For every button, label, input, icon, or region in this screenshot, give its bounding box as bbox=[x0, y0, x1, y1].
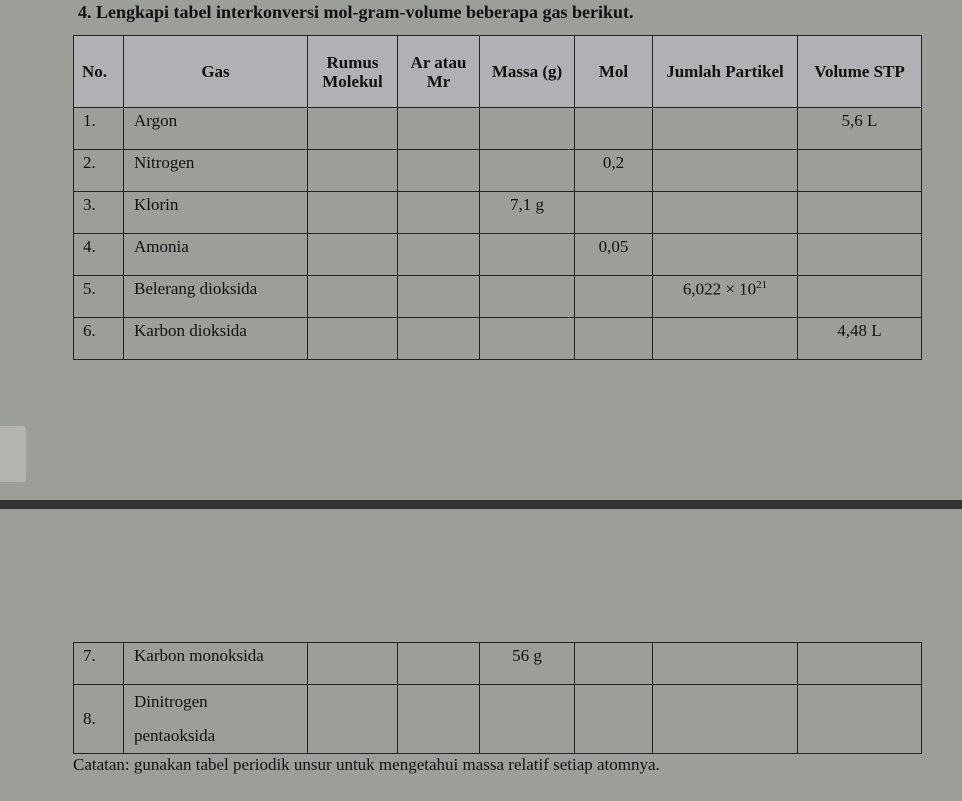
cell-mol[interactable] bbox=[575, 108, 653, 150]
cell-armr[interactable] bbox=[398, 685, 480, 754]
cell-partikel[interactable] bbox=[653, 685, 798, 754]
header-armr: Ar atau Mr bbox=[398, 36, 480, 108]
cell-rumus[interactable] bbox=[308, 108, 398, 150]
table-row bbox=[74, 276, 922, 318]
table-row bbox=[74, 643, 922, 685]
header-row bbox=[74, 36, 922, 108]
cell-volume[interactable] bbox=[798, 685, 922, 754]
cell-rumus[interactable] bbox=[308, 276, 398, 318]
cell-volume[interactable] bbox=[798, 150, 922, 192]
conversion-table-top bbox=[73, 35, 922, 360]
cell-massa: 7,1 g bbox=[480, 192, 575, 234]
cell-massa[interactable] bbox=[480, 318, 575, 360]
cell-partikel[interactable] bbox=[653, 192, 798, 234]
row-no: 4. bbox=[74, 234, 124, 276]
cell-armr[interactable] bbox=[398, 643, 480, 685]
conversion-table-bottom bbox=[73, 642, 922, 754]
row-gas: Amonia bbox=[124, 234, 308, 276]
cell-massa: 56 g bbox=[480, 643, 575, 685]
row-gas: Nitrogen bbox=[124, 150, 308, 192]
header-gas: Gas bbox=[124, 36, 308, 108]
cell-armr[interactable] bbox=[398, 150, 480, 192]
row-gas: Argon bbox=[124, 108, 308, 150]
cell-mol[interactable] bbox=[575, 192, 653, 234]
table-row bbox=[74, 108, 922, 150]
row-no: 3. bbox=[74, 192, 124, 234]
cell-armr[interactable] bbox=[398, 192, 480, 234]
header-rumus: Rumus Molekul bbox=[308, 36, 398, 108]
cell-partikel[interactable] bbox=[653, 150, 798, 192]
side-tab-handle[interactable] bbox=[0, 426, 26, 482]
cell-armr[interactable] bbox=[398, 234, 480, 276]
row-gas: Karbon dioksida bbox=[124, 318, 308, 360]
row-gas: Karbon monoksida bbox=[124, 643, 308, 685]
gas-line-1: Dinitrogen bbox=[134, 692, 208, 711]
question-title: 4. Lengkapi tabel interkonversi mol-gram-volume beberapa gas berikut. bbox=[78, 2, 634, 22]
row-gas: Belerang dioksida bbox=[124, 276, 308, 318]
table-row bbox=[74, 685, 922, 754]
cell-mol[interactable] bbox=[575, 643, 653, 685]
cell-mol[interactable] bbox=[575, 318, 653, 360]
row-no: 1. bbox=[74, 108, 124, 150]
header-partikel: Jumlah Partikel bbox=[653, 36, 798, 108]
row-no: 6. bbox=[74, 318, 124, 360]
cell-rumus[interactable] bbox=[308, 192, 398, 234]
cell-partikel[interactable] bbox=[653, 318, 798, 360]
cell-massa[interactable] bbox=[480, 234, 575, 276]
cell-armr[interactable] bbox=[398, 318, 480, 360]
row-no: 8. bbox=[74, 685, 124, 754]
cell-rumus[interactable] bbox=[308, 150, 398, 192]
table-row bbox=[74, 192, 922, 234]
cell-partikel bbox=[653, 276, 798, 318]
cell-massa[interactable] bbox=[480, 276, 575, 318]
cell-volume[interactable] bbox=[798, 643, 922, 685]
table-row bbox=[74, 150, 922, 192]
cell-mol: 0,05 bbox=[575, 234, 653, 276]
partikel-exponent: 21 bbox=[756, 279, 768, 291]
cell-rumus[interactable] bbox=[308, 685, 398, 754]
cell-partikel[interactable] bbox=[653, 234, 798, 276]
cell-armr[interactable] bbox=[398, 276, 480, 318]
cell-rumus[interactable] bbox=[308, 318, 398, 360]
header-mol: Mol bbox=[575, 36, 653, 108]
row-no: 2. bbox=[74, 150, 124, 192]
cell-massa[interactable] bbox=[480, 150, 575, 192]
row-gas: Klorin bbox=[124, 192, 308, 234]
cell-mol[interactable] bbox=[575, 685, 653, 754]
cell-mol[interactable] bbox=[575, 276, 653, 318]
cell-volume[interactable] bbox=[798, 234, 922, 276]
row-no: 7. bbox=[74, 643, 124, 685]
cell-volume: 4,48 L bbox=[798, 318, 922, 360]
partikel-base: 6,022 × 10 bbox=[682, 279, 757, 299]
header-volume: Volume STP bbox=[798, 36, 922, 108]
cell-rumus[interactable] bbox=[308, 643, 398, 685]
gas-line-2: pentaoksida bbox=[134, 726, 216, 745]
cell-massa[interactable] bbox=[480, 108, 575, 150]
row-no: 5. bbox=[74, 276, 124, 318]
cell-rumus[interactable] bbox=[308, 234, 398, 276]
table-row bbox=[74, 234, 922, 276]
header-no: No. bbox=[74, 36, 124, 108]
page-divider bbox=[0, 500, 962, 509]
cell-volume[interactable] bbox=[798, 276, 922, 318]
cell-mol: 0,2 bbox=[575, 150, 653, 192]
footnote: Catatan: gunakan tabel periodik unsur untuk mengetahui massa relatif setiap atomnya. bbox=[73, 755, 660, 774]
cell-volume[interactable] bbox=[798, 192, 922, 234]
table-row bbox=[74, 318, 922, 360]
header-massa: Massa (g) bbox=[480, 36, 575, 108]
cell-volume: 5,6 L bbox=[798, 108, 922, 150]
row-gas bbox=[124, 685, 308, 754]
cell-armr[interactable] bbox=[398, 108, 480, 150]
cell-massa[interactable] bbox=[480, 685, 575, 754]
cell-partikel[interactable] bbox=[653, 643, 798, 685]
cell-partikel[interactable] bbox=[653, 108, 798, 150]
